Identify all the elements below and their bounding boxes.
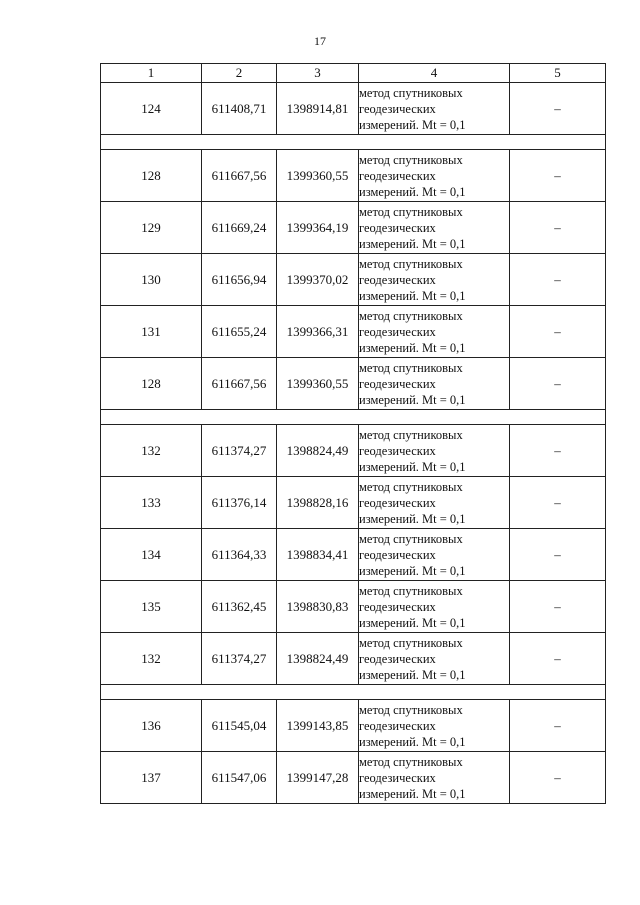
method-cell [359,358,510,410]
point-number-cell: 137 [101,752,202,804]
point-number-cell: 132 [101,633,202,685]
note-cell: – [510,633,606,685]
method-line: геодезических [359,443,436,458]
separator-row [101,685,606,700]
coordinates-table [100,63,606,804]
y-coordinate-cell: 1398914,81 [277,83,359,135]
method-line: метод спутниковых [359,754,463,769]
x-coordinate-cell: 611656,94 [202,254,277,306]
method-line: измерений. Mt = 0,1 [359,734,466,749]
method-cell [359,529,510,581]
point-number-cell: 124 [101,83,202,135]
separator-cell [101,410,606,425]
separator-row [101,410,606,425]
method-line: измерений. Mt = 0,1 [359,236,466,251]
point-number-cell: 129 [101,202,202,254]
method-cell [359,477,510,529]
method-line: метод спутниковых [359,583,463,598]
x-coordinate-cell: 611364,33 [202,529,277,581]
y-coordinate-cell: 1398830,83 [277,581,359,633]
method-line: геодезических [359,651,436,666]
method-line: геодезических [359,547,436,562]
table-row [101,83,606,135]
table-row [101,254,606,306]
method-line: метод спутниковых [359,702,463,717]
note-cell: – [510,83,606,135]
note-cell: – [510,477,606,529]
column-header-1: 1 [101,64,202,83]
method-cell [359,425,510,477]
method-line: измерений. Mt = 0,1 [359,563,466,578]
method-line: геодезических [359,168,436,183]
method-line: измерений. Mt = 0,1 [359,667,466,682]
y-coordinate-cell: 1398828,16 [277,477,359,529]
x-coordinate-cell: 611408,71 [202,83,277,135]
table-row [101,358,606,410]
method-line: метод спутниковых [359,85,463,100]
table-row [101,477,606,529]
x-coordinate-cell: 611545,04 [202,700,277,752]
table-row [101,700,606,752]
method-line: метод спутниковых [359,256,463,271]
x-coordinate-cell: 611374,27 [202,425,277,477]
table-row [101,425,606,477]
point-number-cell: 133 [101,477,202,529]
method-line: геодезических [359,770,436,785]
table-body [101,83,606,804]
column-header-2: 2 [202,64,277,83]
method-line: геодезических [359,599,436,614]
note-cell: – [510,202,606,254]
y-coordinate-cell: 1399147,28 [277,752,359,804]
method-line: геодезических [359,101,436,116]
y-coordinate-cell: 1398834,41 [277,529,359,581]
note-cell: – [510,150,606,202]
method-line: геодезических [359,220,436,235]
point-number-cell: 131 [101,306,202,358]
y-coordinate-cell: 1399370,02 [277,254,359,306]
table-row [101,581,606,633]
y-coordinate-cell: 1398824,49 [277,633,359,685]
x-coordinate-cell: 611376,14 [202,477,277,529]
table-row [101,529,606,581]
note-cell: – [510,700,606,752]
method-line: измерений. Mt = 0,1 [359,511,466,526]
x-coordinate-cell: 611667,56 [202,358,277,410]
method-line: геодезических [359,718,436,733]
table-row [101,150,606,202]
method-line: геодезических [359,324,436,339]
note-cell: – [510,581,606,633]
table-row [101,202,606,254]
method-line: измерений. Mt = 0,1 [359,392,466,407]
x-coordinate-cell: 611362,45 [202,581,277,633]
note-cell: – [510,358,606,410]
table-row [101,633,606,685]
method-line: измерений. Mt = 0,1 [359,184,466,199]
x-coordinate-cell: 611667,56 [202,150,277,202]
point-number-cell: 132 [101,425,202,477]
y-coordinate-cell: 1399364,19 [277,202,359,254]
method-line: измерений. Mt = 0,1 [359,786,466,801]
x-coordinate-cell: 611655,24 [202,306,277,358]
method-line: метод спутниковых [359,152,463,167]
y-coordinate-cell: 1399360,55 [277,358,359,410]
method-line: метод спутниковых [359,427,463,442]
x-coordinate-cell: 611669,24 [202,202,277,254]
method-line: геодезических [359,376,436,391]
table-row [101,752,606,804]
method-line: метод спутниковых [359,204,463,219]
method-line: измерений. Mt = 0,1 [359,615,466,630]
method-cell [359,700,510,752]
method-cell [359,752,510,804]
page-number: 17 [314,34,326,48]
point-number-cell: 128 [101,150,202,202]
method-line: метод спутниковых [359,360,463,375]
column-header-3: 3 [277,64,359,83]
method-line: измерений. Mt = 0,1 [359,340,466,355]
note-cell: – [510,306,606,358]
point-number-cell: 135 [101,581,202,633]
method-cell [359,150,510,202]
point-number-cell: 136 [101,700,202,752]
note-cell: – [510,752,606,804]
separator-cell [101,685,606,700]
note-cell: – [510,254,606,306]
method-line: геодезических [359,272,436,287]
x-coordinate-cell: 611547,06 [202,752,277,804]
table-row [101,306,606,358]
column-header-4: 4 [359,64,510,83]
method-line: измерений. Mt = 0,1 [359,117,466,132]
method-line: измерений. Mt = 0,1 [359,288,466,303]
x-coordinate-cell: 611374,27 [202,633,277,685]
y-coordinate-cell: 1399366,31 [277,306,359,358]
method-line: метод спутниковых [359,635,463,650]
method-cell [359,306,510,358]
method-line: измерений. Mt = 0,1 [359,459,466,474]
method-cell [359,202,510,254]
table-header-row [101,64,606,83]
y-coordinate-cell: 1399143,85 [277,700,359,752]
note-cell: – [510,425,606,477]
method-line: метод спутниковых [359,531,463,546]
separator-row [101,135,606,150]
method-cell [359,581,510,633]
method-cell [359,633,510,685]
method-cell [359,83,510,135]
y-coordinate-cell: 1399360,55 [277,150,359,202]
y-coordinate-cell: 1398824,49 [277,425,359,477]
point-number-cell: 128 [101,358,202,410]
separator-cell [101,135,606,150]
note-cell: – [510,529,606,581]
column-header-5: 5 [510,64,606,83]
method-line: метод спутниковых [359,479,463,494]
method-line: метод спутниковых [359,308,463,323]
point-number-cell: 134 [101,529,202,581]
method-cell [359,254,510,306]
point-number-cell: 130 [101,254,202,306]
method-line: геодезических [359,495,436,510]
